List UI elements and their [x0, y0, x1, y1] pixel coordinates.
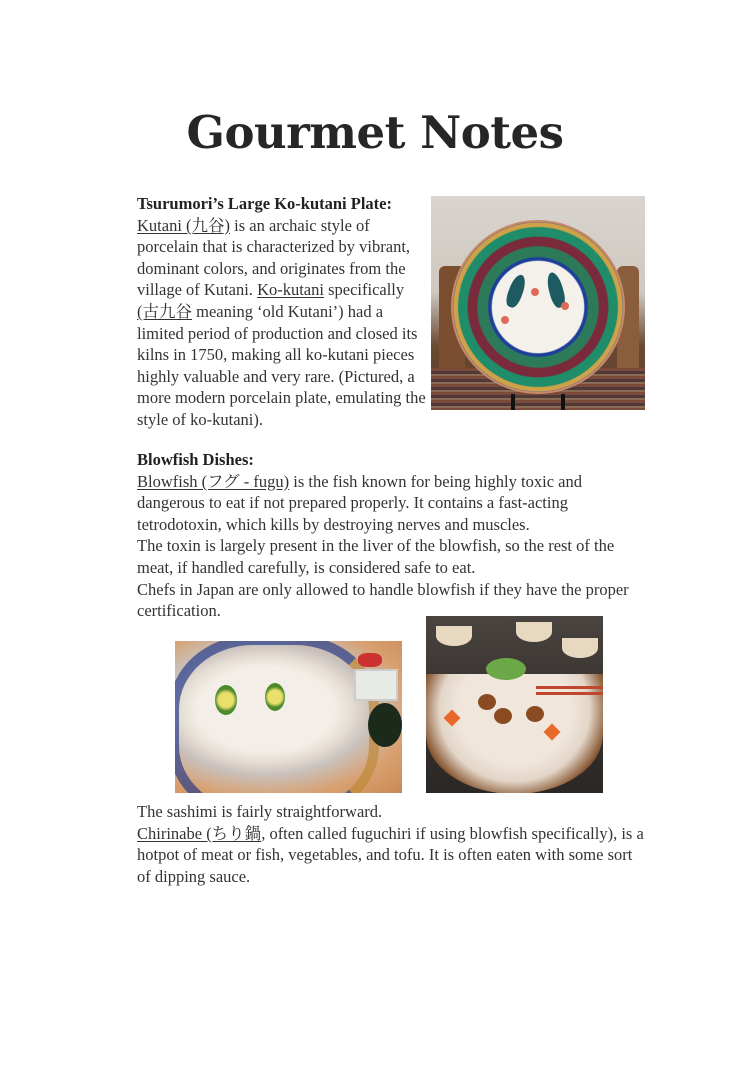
blowfish-section	[137, 449, 637, 622]
mushroom	[478, 694, 496, 710]
kutani-text: is an archaic style of porcelain that is characterized by vibrant, dominant colors, and originates from the village of Kutani.	[137, 215, 411, 300]
sauce-dish	[358, 653, 382, 667]
page-title: Gourmet Notes	[186, 106, 564, 159]
blowfish-paragraph	[137, 471, 637, 536]
kutani-text-2: specifically	[323, 280, 405, 300]
chirinabe-paragraph	[137, 823, 647, 888]
certification-paragraph: Chefs in Japan are only allowed to handle blowfish if they have the proper certification.	[137, 579, 629, 621]
dipping-bowl	[368, 703, 402, 747]
toxin-paragraph: The toxin is largely present in the liver of the blowfish, so the rest of the meat, if handled carefully, is considered safe to eat.	[137, 536, 615, 577]
lime-wedge	[215, 685, 237, 715]
kutani-link[interactable]: Kutani (九谷)	[137, 215, 231, 235]
blowfish-heading: Blowfish Dishes:	[137, 450, 254, 469]
chopsticks	[536, 686, 603, 689]
flower-motif	[531, 288, 539, 296]
side-bowl	[436, 626, 472, 646]
clay-pot	[426, 674, 603, 793]
kutani-plate-image	[431, 196, 645, 410]
side-bowl	[516, 622, 552, 642]
ko-kutani-link[interactable]: Ko-kutani	[257, 280, 324, 300]
kutani-paragraph	[137, 215, 427, 431]
greens	[486, 658, 526, 680]
sashimi-paragraph: The sashimi is fairly straightforward.	[137, 802, 383, 821]
condiment-dish	[354, 669, 398, 701]
lime-wedge	[265, 683, 285, 711]
blowfish-link[interactable]: Blowfish (フグ - fugu)	[137, 471, 290, 491]
sashimi-image	[175, 641, 402, 793]
hotpot-image	[426, 616, 603, 793]
old-kutani-link[interactable]: (古九谷	[137, 301, 192, 321]
plate-stand	[511, 394, 565, 410]
chirinabe-text: , often called fuguchiri if using blowfish specifically), is a hotpot of meat or fish, vegetables, and tofu. It is often eaten with some sort of dipping sauce.	[137, 823, 644, 886]
kutani-section	[137, 193, 427, 431]
chirinabe-link[interactable]: Chirinabe (ちり鍋	[137, 823, 262, 843]
flower-motif	[561, 302, 569, 310]
blowfish-text: is the fish known for being highly toxic and dangerous to eat if not prepared properly. It contains a fast-acting tetrodotoxin, which kills by destroying nerves and muscles.	[137, 471, 582, 534]
porcelain-plate	[451, 220, 625, 394]
mushroom	[526, 706, 544, 722]
chirinabe-section	[137, 801, 647, 887]
flower-motif	[501, 316, 509, 324]
mushroom	[494, 708, 512, 724]
kutani-text-3: meaning ‘old Kutani’) had a limited period of production and closed its kilns in 1750, making all ko-kutani pieces highly valuable and very rare. (Pictured, a more modern porcelain plate, emulating the style of ko-kutani).	[137, 301, 426, 429]
plate-rim	[175, 641, 379, 793]
kutani-heading: Tsurumori’s Large Ko-kutani Plate:	[137, 194, 392, 213]
side-bowl	[562, 638, 598, 658]
